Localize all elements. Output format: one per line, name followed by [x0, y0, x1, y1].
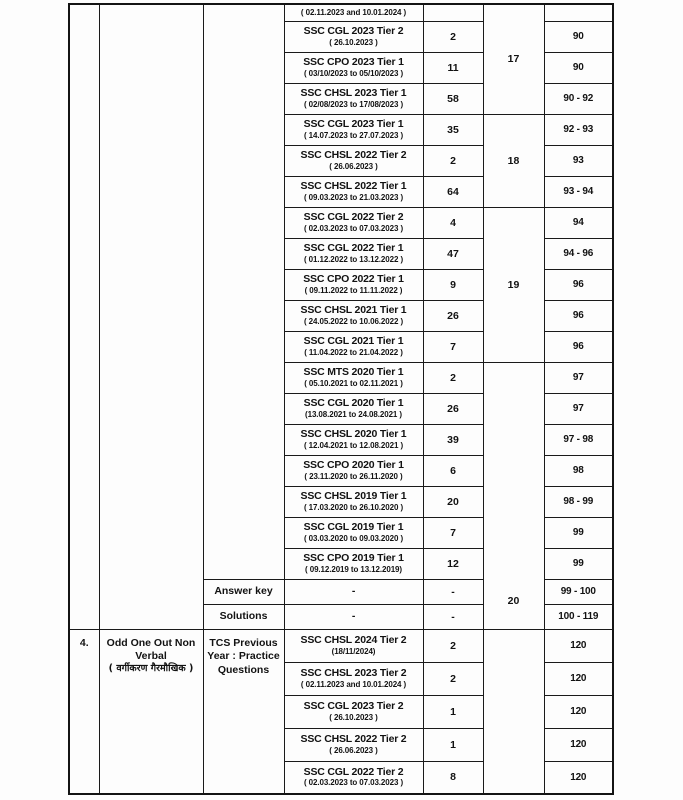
exam-date-range: ( 26.10.2023 ): [329, 712, 378, 722]
exam-date-range: ( 09.11.2022 to 11.11.2022 ): [304, 285, 403, 295]
count-cell: 9: [423, 269, 483, 300]
exam-date-range: ( 17.03.2020 to 26.10.2020 ): [303, 502, 404, 512]
count-cell: 11: [423, 52, 483, 83]
page-cell: 92 - 93: [544, 114, 613, 145]
exam-name: -: [351, 610, 356, 623]
group-cell: 18: [483, 114, 544, 207]
exam-date-range: ( 12.04.2021 to 12.08.2021 ): [303, 440, 404, 450]
page-cell: 99: [544, 548, 613, 579]
count-cell: 58: [423, 83, 483, 114]
exam-date-range: ( 02.03.2023 to 07.03.2023 ): [303, 223, 404, 233]
count-cell: 47: [423, 238, 483, 269]
count-cell: [423, 4, 483, 21]
group-cell: [483, 629, 544, 794]
count-cell: 7: [423, 331, 483, 362]
exam-date-range: (18/11/2024): [331, 646, 376, 656]
exam-date-range: ( 26.06.2023 ): [329, 161, 378, 171]
exam-name: SSC CGL 2020 Tier 1: [303, 397, 404, 410]
count-cell: 2: [423, 21, 483, 52]
exam-date-range: ( 26.06.2023 ): [329, 745, 378, 755]
page-cell: 96: [544, 300, 613, 331]
page-cell: 93: [544, 145, 613, 176]
exam-cell: [284, 424, 423, 455]
page-cell: 94 - 96: [544, 238, 613, 269]
page-cell: 120: [544, 695, 613, 728]
count-cell: 39: [423, 424, 483, 455]
document-page: [68, 3, 614, 795]
exam-name: SSC CGL 2021 Tier 1: [303, 335, 404, 348]
group-cell: 17: [483, 4, 544, 114]
section-cell: Solutions: [203, 604, 284, 629]
exam-cell: [284, 145, 423, 176]
exam-cell: [284, 662, 423, 695]
count-cell: 4: [423, 207, 483, 238]
exam-cell: [284, 517, 423, 548]
count-cell: 2: [423, 145, 483, 176]
exam-date-range: ( 01.12.2022 to 13.12.2022 ): [303, 254, 404, 264]
exam-date-range: ( 24.05.2022 to 10.06.2022 ): [303, 316, 404, 326]
exam-name: SSC CHSL 2022 Tier 2: [300, 149, 407, 162]
exam-date-range: ( 23.11.2020 to 26.11.2020 ): [304, 471, 403, 481]
count-cell: 26: [423, 393, 483, 424]
exam-name: SSC CGL 2023 Tier 1: [303, 118, 404, 131]
exam-date-range: ( 02/08/2023 to 17/08/2023 ): [303, 99, 404, 109]
page-cell: 93 - 94: [544, 176, 613, 207]
exam-cell: [284, 579, 423, 604]
exam-name: SSC CPO 2019 Tier 1: [303, 552, 404, 565]
page-cell: 99 - 100: [544, 579, 613, 604]
exam-name: SSC CHSL 2019 Tier 1: [300, 490, 407, 503]
exam-cell: [284, 176, 423, 207]
page-cell: 94: [544, 207, 613, 238]
exam-date-range: (13.08.2021 to 24.08.2021 ): [305, 409, 402, 419]
exam-cell: [284, 455, 423, 486]
count-cell: 2: [423, 662, 483, 695]
exam-name: SSC CHSL 2024 Tier 2: [300, 634, 407, 647]
exam-name: SSC CHSL 2020 Tier 1: [300, 428, 407, 441]
exam-name: SSC CHSL 2023 Tier 1: [300, 87, 407, 100]
exam-cell: [284, 393, 423, 424]
table-body: [69, 4, 613, 794]
group-cell: 20: [483, 362, 544, 629]
section-cell: Answer key: [203, 579, 284, 604]
topic-name: Odd One Out Non Verbal: [106, 636, 196, 662]
exam-cell: [284, 4, 423, 21]
page-cell: 96: [544, 331, 613, 362]
exam-name: SSC CHSL 2023 Tier 2: [300, 667, 407, 680]
count-cell: -: [423, 579, 483, 604]
page-cell: [544, 4, 613, 21]
count-cell: 1: [423, 695, 483, 728]
page-cell: 99: [544, 517, 613, 548]
page-cell: 98 - 99: [544, 486, 613, 517]
exam-cell: [284, 269, 423, 300]
exam-name: SSC CPO 2023 Tier 1: [303, 56, 404, 69]
exam-name: -: [351, 585, 356, 598]
exam-name: SSC CGL 2022 Tier 2: [303, 211, 404, 224]
page-cell: 120: [544, 761, 613, 794]
page-cell: 90: [544, 52, 613, 83]
exam-name: SSC CPO 2022 Tier 1: [303, 273, 404, 286]
count-cell: 6: [423, 455, 483, 486]
count-cell: 35: [423, 114, 483, 145]
exam-cell: [284, 548, 423, 579]
exam-cell: [284, 604, 423, 629]
count-cell: 7: [423, 517, 483, 548]
exam-cell: [284, 486, 423, 517]
exam-cell: [284, 83, 423, 114]
page-cell: 97: [544, 362, 613, 393]
page-cell: 120: [544, 662, 613, 695]
section-cell: TCS Previous Year : Practice Questions: [203, 629, 284, 794]
exam-name: SSC CGL 2022 Tier 1: [303, 242, 404, 255]
exam-date-range: ( 09.03.2023 to 21.03.2023 ): [303, 192, 404, 202]
topic-cell: [99, 629, 203, 794]
exam-cell: [284, 300, 423, 331]
exam-name: SSC CHSL 2022 Tier 2: [300, 733, 407, 746]
count-cell: 26: [423, 300, 483, 331]
serial-cell: [69, 4, 99, 629]
section-cell: [203, 4, 284, 579]
exam-name: SSC CGL 2023 Tier 2: [303, 25, 404, 38]
exam-name: SSC CPO 2020 Tier 1: [303, 459, 404, 472]
exam-cell: [284, 114, 423, 145]
page-cell: 96: [544, 269, 613, 300]
page-cell: 90 - 92: [544, 83, 613, 114]
exam-date-range: ( 05.10.2021 to 02.11.2021 ): [304, 378, 403, 388]
page-cell: 98: [544, 455, 613, 486]
exam-date-range: ( 02.11.2023 and 10.01.2024 ): [300, 679, 407, 689]
count-cell: 12: [423, 548, 483, 579]
practice-questions-table: [68, 3, 614, 795]
exam-cell: [284, 629, 423, 662]
page-cell: 97 - 98: [544, 424, 613, 455]
page-cell: 120: [544, 728, 613, 761]
count-cell: 64: [423, 176, 483, 207]
page-cell: 100 - 119: [544, 604, 613, 629]
page-cell: 90: [544, 21, 613, 52]
exam-name: SSC MTS 2020 Tier 1: [303, 366, 404, 379]
exam-name: SSC CGL 2023 Tier 2: [303, 700, 404, 713]
exam-date-range: ( 09.12.2019 to 13.12.2019): [305, 564, 402, 574]
exam-cell: [284, 761, 423, 794]
topic-hindi-label: ( वर्गीकरण गैरमौखिक ): [108, 662, 194, 674]
count-cell: 8: [423, 761, 483, 794]
page-cell: 97: [544, 393, 613, 424]
exam-date-range: ( 03.03.2020 to 09.03.2020 ): [303, 533, 404, 543]
exam-name: SSC CHSL 2022 Tier 1: [300, 180, 407, 193]
table-row: [69, 629, 613, 662]
exam-name: SSC CGL 2019 Tier 1: [303, 521, 404, 534]
exam-date-range: ( 02.03.2023 to 07.03.2023 ): [303, 778, 404, 788]
exam-date-range: ( 03/10/2023 to 05/10/2023 ): [303, 68, 404, 78]
table-row: [69, 4, 613, 21]
exam-cell: [284, 362, 423, 393]
exam-name: SSC CGL 2022 Tier 2: [303, 766, 404, 779]
exam-cell: [284, 728, 423, 761]
exam-date-range: ( 02.11.2023 and 10.01.2024 ): [300, 7, 407, 17]
exam-cell: [284, 207, 423, 238]
count-cell: -: [423, 604, 483, 629]
count-cell: 2: [423, 629, 483, 662]
exam-cell: [284, 695, 423, 728]
count-cell: 2: [423, 362, 483, 393]
exam-cell: [284, 331, 423, 362]
exam-date-range: ( 11.04.2022 to 21.04.2022 ): [304, 347, 403, 357]
serial-cell: 4.: [69, 629, 99, 794]
group-cell: 19: [483, 207, 544, 362]
count-cell: 1: [423, 728, 483, 761]
exam-cell: [284, 52, 423, 83]
exam-cell: [284, 238, 423, 269]
exam-cell: [284, 21, 423, 52]
count-cell: 20: [423, 486, 483, 517]
page-cell: 120: [544, 629, 613, 662]
topic-cell: [99, 4, 203, 629]
exam-date-range: ( 26.10.2023 ): [329, 37, 378, 47]
exam-date-range: ( 14.07.2023 to 27.07.2023 ): [303, 130, 404, 140]
exam-name: SSC CHSL 2021 Tier 1: [300, 304, 407, 317]
